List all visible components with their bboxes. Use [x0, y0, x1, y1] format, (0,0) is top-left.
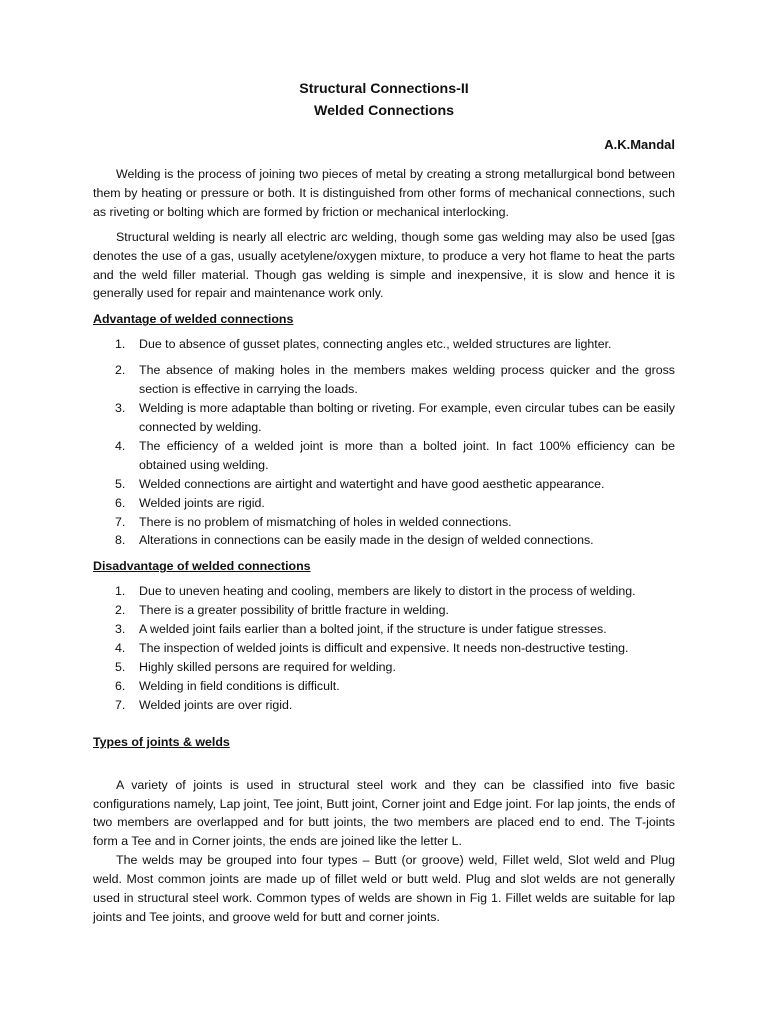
advantages-heading: Advantage of welded connections	[93, 312, 294, 327]
document-page	[93, 78, 675, 927]
types-heading: Types of joints & welds	[93, 734, 230, 749]
list-item: 7. Welded joints are over rigid.	[115, 697, 293, 712]
types-paragraph-2: The welds may be grouped into four types – Butt (or groove) weld, Fillet weld, Slot weld and Plug weld. Most common joints are made up of fillet weld or butt weld. Plug and slot welds are not generally used in structural steel work. Common types of welds are shown in Fig 1. Fillet welds are suitable for lap joints and Tee joints, and groove weld for butt and corner joints.	[93, 853, 675, 924]
list-item: 1. Due to absence of gusset plates, connecting angles etc., welded structures are lighter.	[115, 337, 612, 352]
disadvantages-list	[93, 582, 675, 714]
list-item: 4. The inspection of welded joints is difficult and expensive. It needs non-destructive testing.	[115, 641, 629, 656]
types-paragraph-1: A variety of joints is used in structural steel work and they can be classified into five basic configurations namely, Lap joint, Tee joint, Butt joint, Corner joint and Edge joint. For lap joints, the ends of two members are overlapped and for butt joints, the two members are placed end to end. The T-joints form a Tee and in Corner joints, the ends are joined like the letter L.	[93, 777, 675, 849]
list-item: 8. Alterations in connections can be easily made in the design of welded connections.	[115, 533, 594, 548]
list-item: 4. The efficiency of a welded joint is more than a bolted joint. In fact 100% efficiency can be obtained using welding.	[115, 438, 675, 472]
list-item: 7. There is no problem of mismatching of holes in welded connections.	[115, 514, 512, 529]
intro-paragraph-1: Welding is the process of joining two pieces of metal by creating a strong metallurgical bond between them by heating or pressure or both. It is distinguished from other forms of mechanical connections, such as riveting or bolting which are formed by friction or mechanical interlocking.	[93, 167, 675, 219]
list-item: 5. Highly skilled persons are required for welding.	[115, 659, 396, 674]
document-title: Structural Connections-II	[299, 81, 469, 97]
intro-paragraph-2: Structural welding is nearly all electric arc welding, though some gas welding may also be used [gas denotes the use of a gas, usually acetylene/oxygen mixture, to produce a very hot flame to heat the parts and the weld filler material. Though gas welding is simple and inexpensive, it is slow and hence it is generally used for repair and maintenance work only.	[93, 229, 675, 301]
author-name: A.K.Mandal	[604, 137, 675, 152]
advantages-list	[93, 335, 675, 550]
list-item: 6. Welded joints are rigid.	[115, 495, 265, 510]
list-item: 5. Welded connections are airtight and watertight and have good aesthetic appearance.	[115, 476, 605, 491]
list-item: 2. There is a greater possibility of brittle fracture in welding.	[115, 603, 449, 618]
list-item: 3. A welded joint fails earlier than a bolted joint, if the structure is under fatigue stresses.	[115, 622, 607, 637]
disadvantages-heading: Disadvantage of welded connections	[93, 559, 311, 574]
list-item: 2. The absence of making holes in the members makes welding process quicker and the gross section is effective in carrying the loads.	[115, 363, 675, 397]
document-subtitle: Welded Connections	[313, 103, 455, 119]
list-item: 1. Due to uneven heating and cooling, members are likely to distort in the process of welding.	[115, 584, 636, 599]
list-item: 3. Welding is more adaptable than bolting or riveting. For example, even circular tubes can be easily connected by welding.	[115, 401, 675, 434]
list-item: 6. Welding in field conditions is difficult.	[115, 678, 340, 693]
